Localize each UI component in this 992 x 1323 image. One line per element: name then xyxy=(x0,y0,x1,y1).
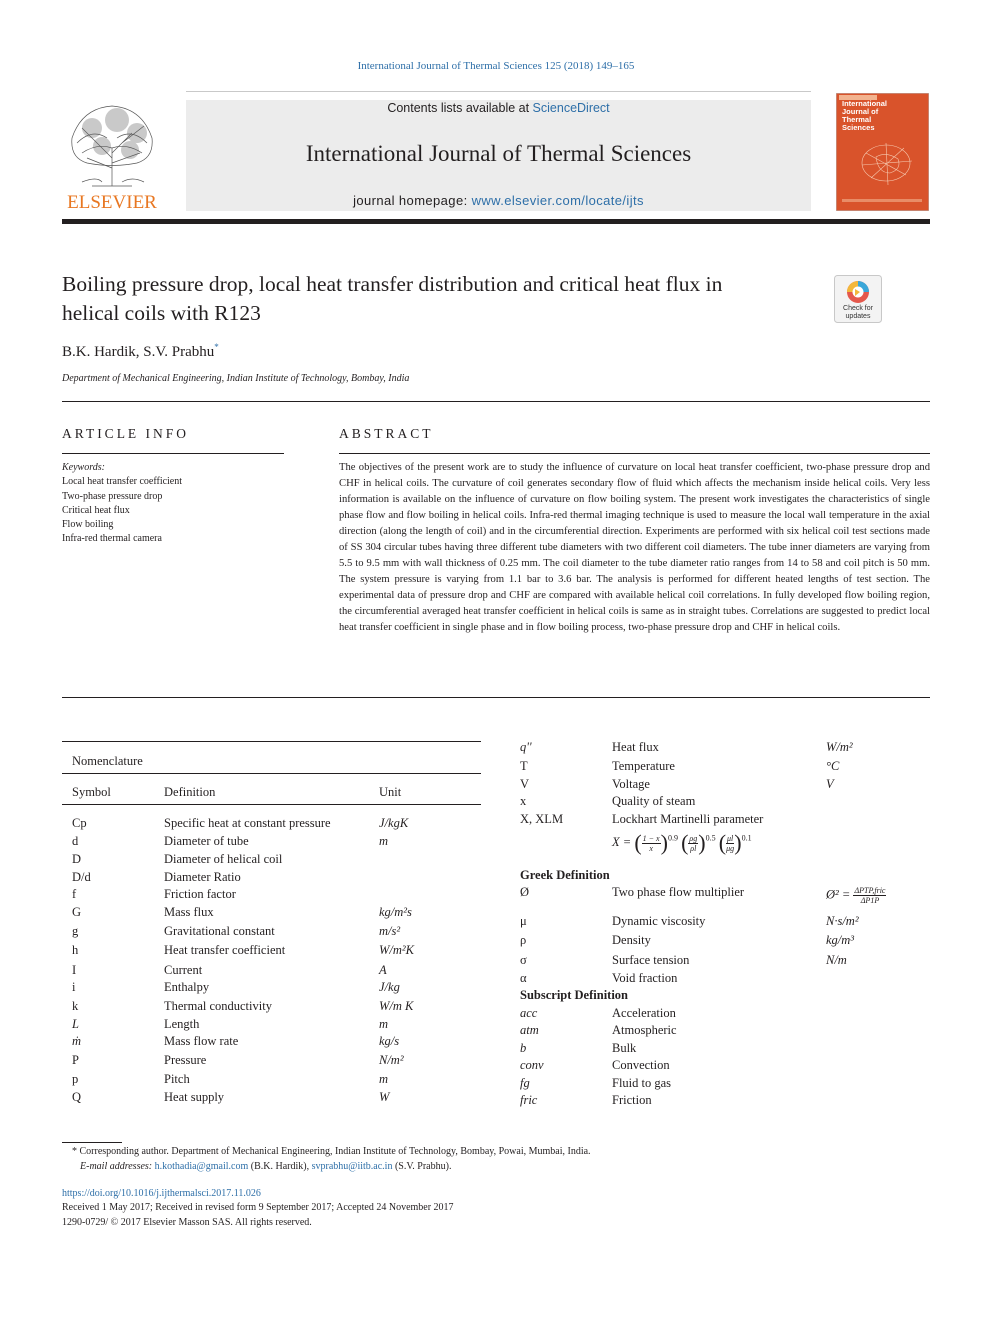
nomenclature-unit: m xyxy=(379,1072,389,1086)
nomenclature-symbol: fg xyxy=(520,1076,530,1090)
nomenclature-definition: Friction factor xyxy=(164,887,236,901)
nomenclature-symbol: f xyxy=(72,887,77,901)
article-info-rule xyxy=(62,453,284,454)
received-dates: Received 1 May 2017; Received in revised form 9 September 2017; Accepted 24 November 2017 xyxy=(62,1202,454,1213)
check-for-updates-badge[interactable] xyxy=(834,275,882,323)
greek-heading: Greek Definition xyxy=(520,868,610,882)
nomenclature-definition: Surface tension xyxy=(612,953,690,967)
phi-lhs: Ø² = xyxy=(826,887,851,902)
abstract-bottom-rule xyxy=(62,697,930,698)
cover-title-3: Thermal xyxy=(842,115,872,124)
nomenclature-title: Nomenclature xyxy=(72,754,143,768)
nomenclature-unit: V xyxy=(826,777,834,791)
keyword-item: Flow boiling xyxy=(62,519,114,531)
email-link-1[interactable]: h.kothadia@gmail.com xyxy=(154,1161,249,1172)
journal-citation[interactable]: International Journal of Thermal Sciences 125 (2018) 149–165 xyxy=(357,60,635,72)
nomenclature-definition: Mass flow rate xyxy=(164,1034,239,1048)
nomenclature-symbol: μ xyxy=(520,914,527,928)
nomenclature-unit: m xyxy=(379,834,389,848)
nomenclature-definition: Heat supply xyxy=(164,1090,225,1104)
nomenclature-unit: J/kg xyxy=(379,980,400,994)
nomenclature-symbol: ṁ xyxy=(72,1034,82,1048)
lm-lhs: X = xyxy=(612,834,632,849)
nomenclature-col-symbol: Symbol xyxy=(72,785,111,799)
nomenclature-definition: Mass flux xyxy=(164,905,214,919)
phi-num: ΔPTP,fric xyxy=(854,886,886,895)
journal-cover xyxy=(836,93,929,211)
nomenclature-symbol: G xyxy=(72,905,82,919)
contents-line xyxy=(186,101,811,115)
nomenclature-header-rule xyxy=(62,804,481,805)
nomenclature-symbol: I xyxy=(72,963,77,977)
nomenclature-unit: m/s² xyxy=(379,924,401,938)
article-info-heading: ARTICLE INFO xyxy=(62,426,190,441)
nomenclature-symbol: P xyxy=(72,1053,79,1067)
keyword-item: Critical heat flux xyxy=(62,504,130,516)
nomenclature-symbol: ρ xyxy=(520,933,527,947)
nomenclature-symbol: k xyxy=(72,999,79,1013)
nomenclature-top-rule xyxy=(62,741,481,742)
keyword-item: Infra-red thermal camera xyxy=(62,533,162,545)
nomenclature-symbol: fric xyxy=(520,1093,538,1107)
nomenclature-definition: Bulk xyxy=(612,1041,637,1055)
nomenclature-unit: W xyxy=(379,1090,390,1104)
publisher-name: ELSEVIER xyxy=(67,192,157,212)
email-label: E-mail addresses: xyxy=(80,1161,153,1172)
nomenclature-definition: Diameter Ratio xyxy=(164,870,241,884)
nomenclature-symbol: σ xyxy=(520,953,527,967)
nomenclature-definition: Diameter of tube xyxy=(164,834,249,848)
nomenclature-symbol: D/d xyxy=(72,870,91,884)
sciencedirect-link[interactable]: ScienceDirect xyxy=(532,101,610,115)
nomenclature-definition: Pressure xyxy=(164,1053,207,1067)
nomenclature-unit: N/m xyxy=(826,953,847,967)
nomenclature-symbol: x xyxy=(520,794,527,808)
copyright-line: 1290-0729/ © 2017 Elsevier Masson SAS. All rights reserved. xyxy=(62,1217,312,1228)
authors xyxy=(62,342,219,361)
nomenclature-unit: kg/s xyxy=(379,1034,400,1048)
nomenclature-definition: Diameter of helical coil xyxy=(164,852,283,866)
lm-f3-den: μg xyxy=(726,843,735,853)
nomenclature-unit: m xyxy=(379,1017,389,1031)
cover-title-2: Journal of xyxy=(842,107,879,116)
nomenclature-definition: Acceleration xyxy=(612,1006,676,1020)
nomenclature-symbol: Ø xyxy=(520,885,530,899)
nomenclature-title-rule xyxy=(62,773,481,774)
affiliation-rule xyxy=(62,401,930,402)
nomenclature-unit: W/m K xyxy=(379,999,414,1013)
nomenclature-symbol: d xyxy=(72,834,79,848)
title-line-1: Boiling pressure drop, local heat transfer distribution and critical heat flux in xyxy=(62,272,723,296)
nomenclature-definition: Convection xyxy=(612,1058,670,1072)
nomenclature-definition: Specific heat at constant pressure xyxy=(164,816,331,830)
nomenclature-symbol: α xyxy=(520,971,527,985)
email-footnote xyxy=(80,1161,451,1172)
nomenclature-definition: Current xyxy=(164,963,203,977)
article-title xyxy=(62,270,832,328)
elsevier-logo xyxy=(62,98,162,212)
email-owner-1: (B.K. Hardik), xyxy=(250,1161,310,1172)
lm-f1-num: 1 − x xyxy=(642,833,660,843)
nomenclature-symbol: b xyxy=(520,1041,527,1055)
lm-f1-den: x xyxy=(649,843,653,853)
corresponding-author-mark[interactable]: * xyxy=(214,342,219,352)
nomenclature-symbol: q'' xyxy=(520,740,532,754)
header-top-rule xyxy=(186,91,811,92)
nomenclature-definition: Thermal conductivity xyxy=(164,999,272,1013)
title-line-2: helical coils with R123 xyxy=(62,301,261,325)
corresponding-footnote: * Corresponding author. Department of Mechanical Engineering, Indian Institute of Technology, Bombay, Powai, Mumbai, India. xyxy=(72,1146,591,1157)
lockhart-martinelli-formula: X = ( $\frac{1 - x}{x}$ )$^{0.9}$ ( $\frac{\rho g}{\rho l}$ )$^{0.5}$ ( $\frac{\mu l}{\mu g}$ )$^{0.1}$ xyxy=(612,830,752,855)
homepage-prefix: journal homepage: xyxy=(353,193,472,208)
nomenclature-definition: Pitch xyxy=(164,1072,190,1086)
cover-title-1: International xyxy=(842,99,888,108)
doi-link[interactable]: https://doi.org/10.1016/j.ijthermalsci.2017.11.026 xyxy=(62,1188,261,1199)
lm-exp1: 0.9 xyxy=(667,833,678,843)
nomenclature-symbol: conv xyxy=(520,1058,544,1072)
lm-exp3: 0.1 xyxy=(741,833,752,843)
nomenclature-definition: Heat transfer coefficient xyxy=(164,943,286,957)
nomenclature-definition: Lockhart Martinelli parameter xyxy=(612,812,764,826)
nomenclature-symbol: atm xyxy=(520,1023,539,1037)
phi-den: ΔP1P xyxy=(860,896,880,905)
affiliation: Department of Mechanical Engineering, Indian Institute of Technology, Bombay, India xyxy=(62,373,410,384)
two-phase-multiplier-formula xyxy=(826,886,886,905)
nomenclature-symbol: p xyxy=(72,1072,79,1086)
abstract-heading: ABSTRACT xyxy=(339,426,434,441)
nomenclature-definition: Fluid to gas xyxy=(612,1076,672,1090)
author-names[interactable]: B.K. Hardik, S.V. Prabhu xyxy=(62,344,215,360)
badge-text-2: updates xyxy=(845,313,871,320)
header-thick-rule xyxy=(62,219,930,224)
keywords-block xyxy=(62,461,182,547)
nomenclature-symbol: X, XLM xyxy=(520,812,564,826)
abstract-rule xyxy=(339,453,930,454)
nomenclature-definition: Density xyxy=(612,933,651,947)
cover-title-4: Sciences xyxy=(842,123,875,132)
lm-f2-num: ρg xyxy=(689,833,698,843)
nomenclature-definition: Enthalpy xyxy=(164,980,210,994)
nomenclature-symbol: acc xyxy=(520,1006,538,1020)
nomenclature-symbol: h xyxy=(72,943,79,957)
nomenclature-unit: A xyxy=(379,963,387,977)
nomenclature-unit: kg/m²s xyxy=(379,905,412,919)
nomenclature-definition: Voltage xyxy=(612,777,650,791)
keyword-item: Two-phase pressure drop xyxy=(62,490,163,502)
nomenclature-unit: kg/m³ xyxy=(826,933,855,947)
email-link-2[interactable]: svprabhu@iitb.ac.in xyxy=(311,1161,393,1172)
nomenclature-definition: Void fraction xyxy=(612,971,678,985)
nomenclature-col-definition: Definition xyxy=(164,785,216,799)
footnote-rule xyxy=(62,1142,122,1143)
nomenclature-symbol: V xyxy=(520,777,530,791)
keywords-label: Keywords: xyxy=(62,462,105,473)
nomenclature-col-unit: Unit xyxy=(379,785,402,799)
nomenclature-symbol: L xyxy=(72,1017,79,1031)
lm-f2-den: ρl xyxy=(690,843,697,853)
journal-name: International Journal of Thermal Sciences xyxy=(305,141,692,166)
lm-exp2: 0.5 xyxy=(705,833,716,843)
nomenclature-unit: J/kgK xyxy=(379,816,409,830)
lm-f3-num: μl xyxy=(727,833,734,843)
nomenclature-symbol: D xyxy=(72,852,82,866)
nomenclature-symbol: T xyxy=(520,759,528,773)
nomenclature-unit: W/m²K xyxy=(379,943,414,957)
nomenclature-unit: °C xyxy=(826,759,840,773)
email-owner-2: (S.V. Prabhu). xyxy=(394,1161,452,1172)
nomenclature-symbol: Cp xyxy=(72,816,87,830)
abstract-text: The objectives of the present work are to study the influence of curvature on local heat transfer coefficient, two-phase pressure drop and CHF in helical coils. The curvature of coil generates secondary flow of fluid which affects the mechanism inside helical coils. Very less information is available on the influence of curvature on flow boiling system. The present work investigates the characteristics of single phase flow and flow boiling in helical coils. Infra-red thermal imaging technique is used to measure the local wall temperature in the axial direction (along the length of coil) and in the circumferential direction. Experiments are performed with six helical coil test sections made of SS 304 circular tubes having three different tube diameters with two different coil diameters. The tube inner diameters are varying from 5.5 to 9.5 mm with wall thickness of 0.25 mm. The coil diameter to the tube diameter ratio ranges from 14 to 58 and coil pitch is 50 mm. The system pressure is varying from 1.1 bar to 3.6 bar. The analysis is performed for different heated lengths of test section. The experimental data of pressure drop and CHF are compared with available helical coil correlations. In fully developed flow boiling region, the circumferential averaged heat transfer coefficient in helical coils is same as in straight tubes. Correlations are suggested to predict local heat transfer coefficient in single phase and in flow boiling process, two-phase pressure drop and CHF in helical coils. xyxy=(339,462,930,633)
nomenclature-definition: Dynamic viscosity xyxy=(612,914,706,928)
contents-prefix: Contents lists available at xyxy=(387,101,533,115)
nomenclature-definition: Gravitational constant xyxy=(164,924,275,938)
nomenclature-unit: N·s/m² xyxy=(826,914,859,928)
nomenclature-definition: Length xyxy=(164,1017,200,1031)
nomenclature-symbol: g xyxy=(72,924,79,938)
nomenclature-symbol: i xyxy=(72,980,76,994)
nomenclature-definition: Atmospheric xyxy=(612,1023,677,1037)
nomenclature-definition: Heat flux xyxy=(612,740,659,754)
nomenclature-definition: Temperature xyxy=(612,759,675,773)
nomenclature-definition: Friction xyxy=(612,1093,652,1107)
nomenclature-symbol: Q xyxy=(72,1090,82,1104)
badge-text-1: Check for xyxy=(843,305,873,312)
homepage-line xyxy=(186,193,811,208)
nomenclature-unit: W/m² xyxy=(826,740,853,754)
keyword-item: Local heat transfer coefficient xyxy=(62,476,183,488)
nomenclature-definition: Two phase flow multiplier xyxy=(612,885,745,899)
nomenclature-unit: N/m² xyxy=(379,1053,404,1067)
homepage-link[interactable]: www.elsevier.com/locate/ijts xyxy=(471,193,644,208)
subscript-heading: Subscript Definition xyxy=(520,988,629,1002)
nomenclature-definition: Quality of steam xyxy=(612,794,696,808)
